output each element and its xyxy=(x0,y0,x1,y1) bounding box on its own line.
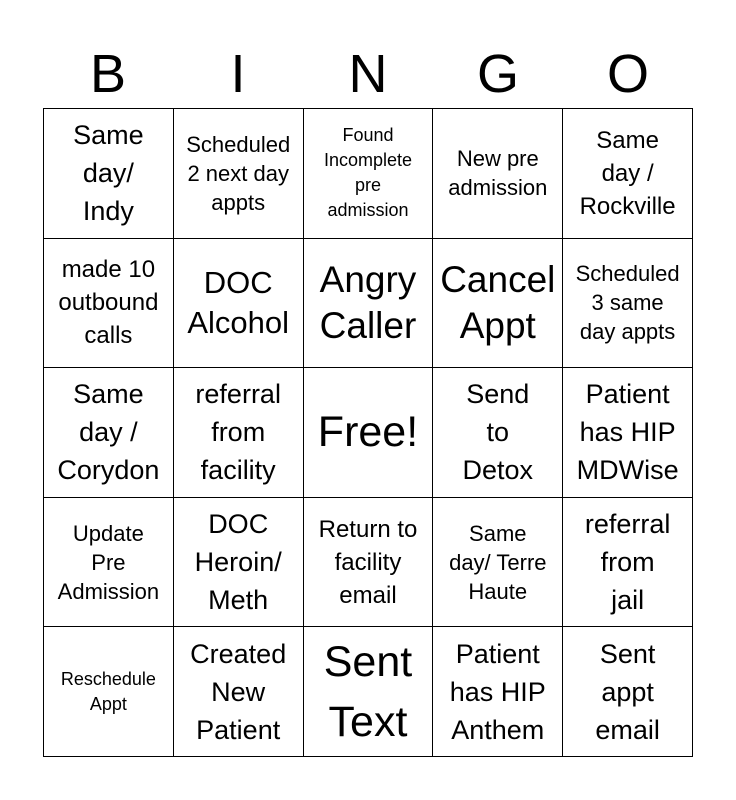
cell-text: Scheduled 2 next day appts xyxy=(186,131,291,215)
cell-text: Sent Text xyxy=(323,637,413,746)
bingo-cell[interactable] xyxy=(563,239,693,369)
bingo-cell[interactable] xyxy=(174,498,304,628)
cell-text: referral from jail xyxy=(584,509,671,616)
bingo-cell[interactable] xyxy=(433,627,563,757)
bingo-grid xyxy=(43,108,693,757)
bingo-cell[interactable] xyxy=(44,109,174,239)
cell-text: Patient has HIP MDWise xyxy=(576,379,679,486)
free-space-label: Free! xyxy=(317,408,419,457)
bingo-cell[interactable] xyxy=(433,498,563,628)
header-letter-i: I xyxy=(230,44,246,104)
bingo-cell[interactable] xyxy=(563,498,693,628)
cell-text: DOC Alcohol xyxy=(187,264,290,340)
cell-text: Same day/ Indy xyxy=(73,120,144,227)
cell-text: Reschedule Appt xyxy=(60,668,156,714)
cell-text: Patient has HIP Anthem xyxy=(449,638,546,745)
bingo-cell[interactable] xyxy=(433,239,563,369)
bingo-cell[interactable] xyxy=(433,109,563,239)
cell-text: Same day / Rockville xyxy=(579,126,676,220)
header-letter-n: N xyxy=(348,44,388,104)
bingo-cell-free[interactable] xyxy=(304,368,434,498)
cell-text: Same day / Corydon xyxy=(57,379,160,486)
cell-text: New pre admission xyxy=(448,146,548,201)
bingo-cell[interactable] xyxy=(174,368,304,498)
bingo-cell[interactable] xyxy=(563,109,693,239)
bingo-cell[interactable] xyxy=(563,368,693,498)
bingo-cell[interactable] xyxy=(563,627,693,757)
header-letter-b: B xyxy=(89,44,127,104)
bingo-cell[interactable] xyxy=(304,498,434,628)
cell-text: made 10 outbound calls xyxy=(58,256,159,350)
bingo-cell[interactable] xyxy=(44,498,174,628)
cell-text: Send to Detox xyxy=(462,379,534,486)
bingo-cell[interactable] xyxy=(304,627,434,757)
bingo-cell[interactable] xyxy=(44,627,174,757)
bingo-cell[interactable] xyxy=(433,368,563,498)
cell-text: Return to facility email xyxy=(318,515,418,609)
bingo-cell[interactable] xyxy=(304,239,434,369)
header-letter-g: G xyxy=(476,44,519,104)
cell-text: Created New Patient xyxy=(190,638,287,745)
cell-text: Cancel Appt xyxy=(440,258,556,346)
bingo-cell[interactable] xyxy=(304,109,434,239)
header-letter-o: O xyxy=(606,44,649,104)
cell-text: Found Incomplete pre admission xyxy=(323,125,413,221)
cell-text: referral from facility xyxy=(195,379,281,486)
bingo-cell[interactable] xyxy=(44,368,174,498)
cell-text: Same day/ Terre Haute xyxy=(449,520,547,604)
bingo-cell[interactable] xyxy=(174,627,304,757)
bingo-header xyxy=(43,40,693,108)
cell-text: Sent appt email xyxy=(595,638,660,745)
cell-text: Angry Caller xyxy=(319,258,417,346)
bingo-cell[interactable] xyxy=(44,239,174,369)
cell-text: DOC Heroin/ Meth xyxy=(194,509,282,616)
bingo-cell[interactable] xyxy=(174,239,304,369)
cell-text: Update Pre Admission xyxy=(57,520,160,604)
bingo-cell[interactable] xyxy=(174,109,304,239)
cell-text: Scheduled 3 same day appts xyxy=(575,261,680,345)
